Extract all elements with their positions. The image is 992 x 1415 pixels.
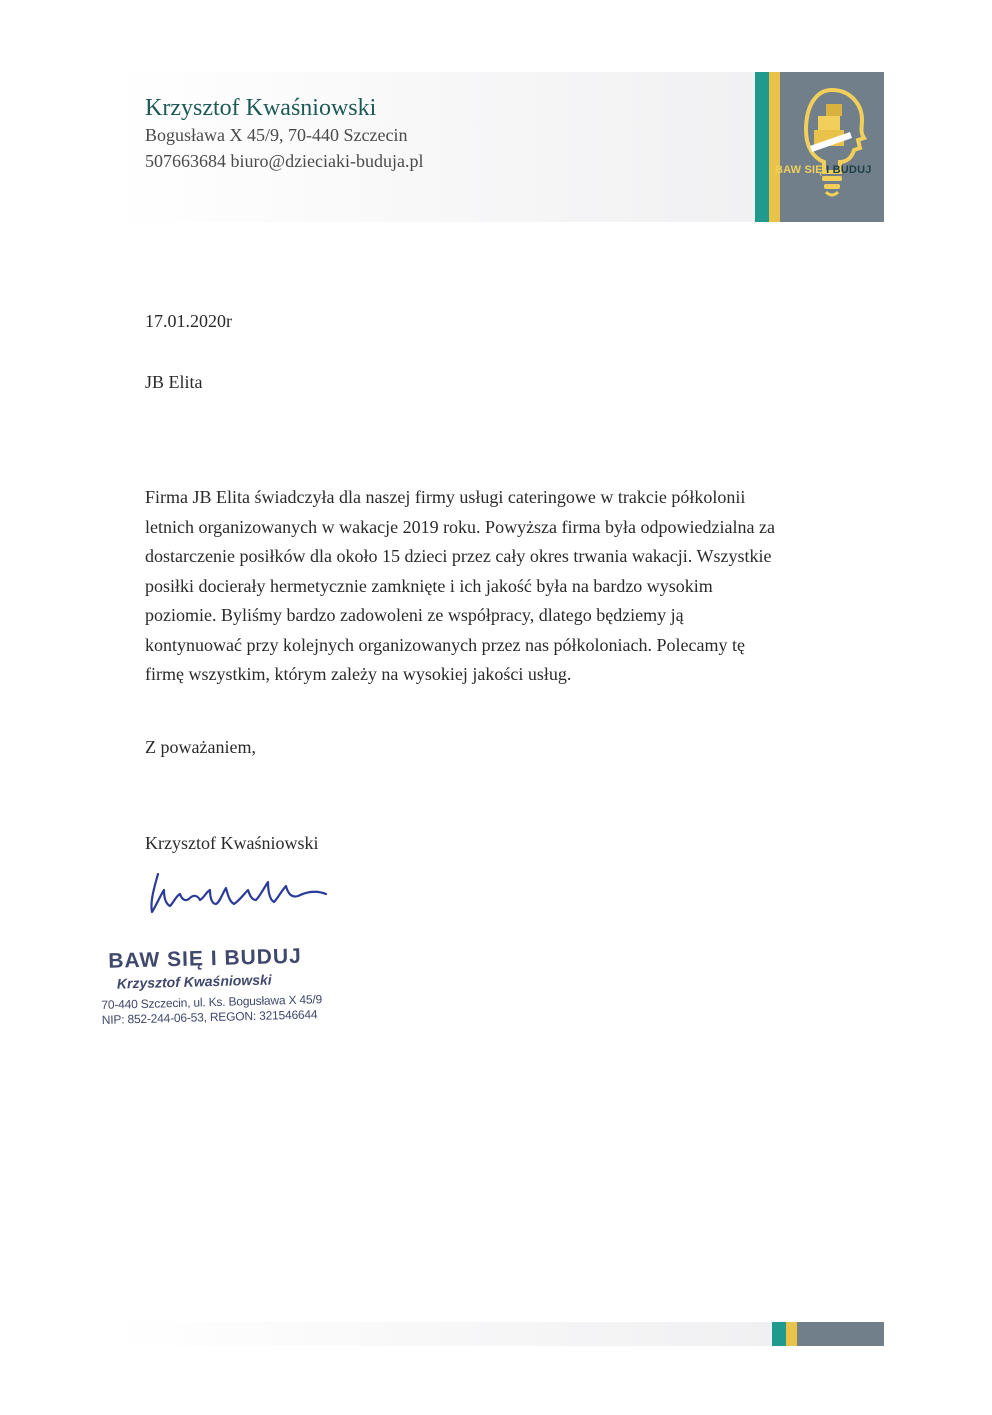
logo-stripe-yellow [769,72,780,222]
body-line: Firma JB Elita świadczyła dla naszej firmy usługi cateringowe w trakcie półkolonii [145,487,746,507]
stamp-ids: NIP: 852-244-06-53, REGON: 321546644 [101,1007,318,1027]
stamp-person: Krzysztof Kwaśniowski [116,971,272,992]
footer-stripe-yellow [786,1322,797,1346]
letter-body [145,483,865,690]
body-line: kontynuować przy kolejnych organizowanych przez nas półkoloniach. Polecamy tę [145,634,745,655]
closing-phrase: Z poważaniem, [145,737,256,757]
body-line: posiłki docierały hermetycznie zamknięte i ich jakość była na bardzo wysokim [145,575,713,596]
body-line: dostarczenie posiłków dla około 15 dzieci przez cały okres trwania wakacji. Wszystkie [145,546,772,566]
logo-stripe-teal [755,72,769,222]
sender-address: Bogusława X 45/9, 70-440 Szczecin [145,125,408,145]
handwritten-signature [140,860,340,920]
footer-band [112,1322,884,1346]
company-logo [755,72,884,222]
stamp-company: BAW SIĘ I BUDUJ [107,944,303,973]
footer-accent [772,1322,884,1346]
body-line: letnich organizowanych w wakacje 2019 roku. Powyższa firma była odpowiedzialna za [145,516,775,537]
body-line: firmę wszystkim, którym zależy na wysokiej jakości usług. [145,664,572,684]
recipient: JB Elita [145,372,203,392]
sender-name: Krzysztof Kwaśniowski [145,95,377,121]
lightbulb-head-icon [780,72,884,222]
company-stamp [100,944,342,1027]
stamp-address: 70-440 Szczecin, ul. Ks. Bogusława X 45/9 [101,992,323,1012]
footer-stripe-teal [772,1322,786,1346]
sender-contact: 507663684 biuro@dzieciaki-buduja.pl [145,151,424,171]
signer-name: Krzysztof Kwaśniowski [145,833,319,853]
logo-text-part2: I BUDUJ [826,164,872,176]
logo-text [775,164,872,176]
body-line: poziomie. Byliśmy bardzo zadowoleni ze współpracy, dlatego będziemy ją [145,605,684,625]
letter-date: 17.01.2020r [145,311,232,331]
logo-text-part1: BAW SIĘ [775,164,823,176]
